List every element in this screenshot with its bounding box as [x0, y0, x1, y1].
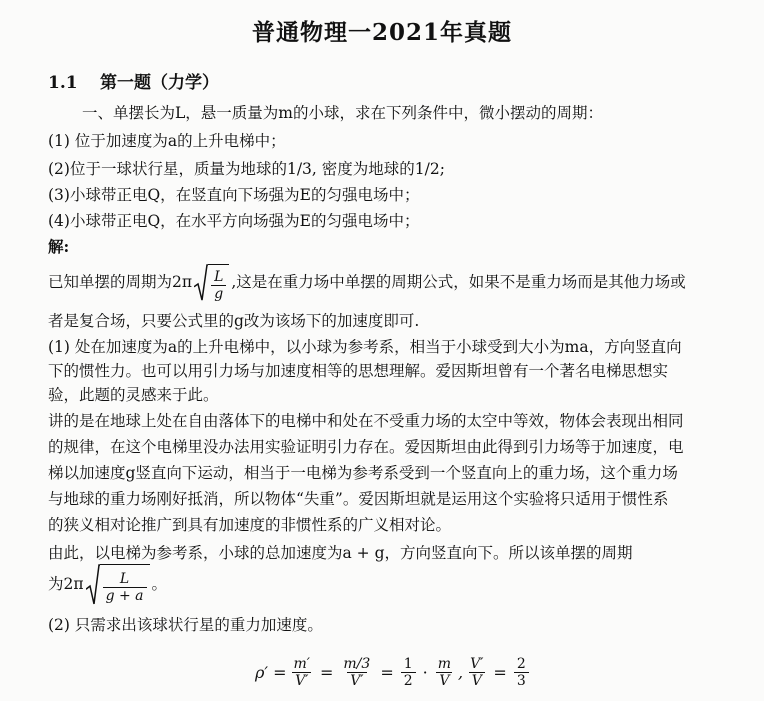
eq-f6-den: 3 — [514, 672, 529, 689]
radical-sign-icon — [86, 564, 100, 606]
eq-f3-den: 2 — [401, 672, 416, 689]
paragraph-2-line-1: (1) 处在加速度为a的上升电梯中，以小球为参考系，相当于小球受到大小为ma，方向竖直向 — [48, 338, 682, 356]
p4-prefix: 为2π — [48, 575, 84, 593]
eq-f5-den: V — [469, 672, 485, 689]
paragraph-1-line-2: 者是复合场，只要公式里的g改为该场下的加速度即可. — [48, 312, 420, 330]
eq-f6-num: 2 — [516, 656, 526, 672]
formula1-numerator: L — [214, 268, 224, 285]
section-title: 第一题（力学） — [100, 73, 219, 93]
p4-suffix: 。 — [151, 575, 168, 593]
density-equation — [255, 656, 529, 689]
eq-sign-3: = — [493, 663, 507, 682]
paragraph-2-line-2: 下的惯性力。也可以用引力场与加速度相等的思想理解。爱因斯坦曾有一个著名电梯思想实 — [48, 362, 669, 380]
eq-f1-num: m′ — [293, 656, 310, 672]
eq-sign-1: = — [320, 663, 334, 682]
question-stem: 一、单摆长为L，悬一质量为m的小球，求在下列条件中，微小摆动的周期： — [82, 104, 603, 122]
eq-f4-den: V — [436, 672, 452, 689]
eq-f4-num: m — [437, 656, 452, 672]
formula-intro-after: ,这是在重力场中单摆的周期公式，如果不是重力场而是其他力场或 — [231, 273, 686, 291]
section-number: 1.1 — [48, 73, 78, 93]
paragraph-2-line-3: 验，此题的灵感来于此。 — [48, 386, 219, 404]
paragraph-4-line-1: 由此，以电梯为参考系，小球的总加速度为a + g，方向竖直向下。所以该单摆的周期 — [48, 544, 633, 562]
period-formula-sqrt — [194, 264, 229, 302]
formula2-denominator: g + a — [103, 587, 147, 604]
eq-dot: · — [422, 663, 428, 682]
paragraph-3-line-1: 讲的是在地球上处在自由落体下的电梯中和处在不受重力场的太空中等效，物体会表现出相同 — [48, 412, 684, 430]
question-item-4: (4)小球带正电Q，在水平方向场强为E的匀强电场中； — [48, 212, 420, 230]
eq-lhs: ρ′ = — [255, 663, 287, 682]
paragraph-5: (2) 只需求出该球状行星的重力加速度。 — [48, 616, 323, 634]
eq-f1-den: V′ — [292, 672, 311, 689]
question-item-3: (3)小球带正电Q，在竖直向下场强为E的匀强电场中； — [48, 186, 420, 204]
paragraph-3-line-4: 与地球的重力场刚好抵消，所以物体“失重”。爱因斯坦就是运用这个实验将只适用于惯性系 — [48, 490, 669, 508]
paragraph-3-line-5: 的狭义相对论推广到具有加速度的非惯性系的广义相对论。 — [48, 516, 452, 534]
paragraph-3-line-2: 的规律，在这个电梯里没办法用实验证明引力存在。爱因斯坦由此得到引力场等于加速度，电 — [48, 438, 684, 456]
eq-f2-num: m/3 — [343, 656, 371, 672]
formula1-denominator: g — [211, 285, 226, 302]
eq-f2-den: V′ — [347, 672, 366, 689]
paragraph-3-line-3: 梯以加速度g竖直向下运动，相当于一电梯为参考系受到一个竖直向上的重力场，这个重力场 — [48, 464, 678, 482]
question-item-2: (2)位于一球状行星，质量为地球的1/3, 密度为地球的1/2; — [48, 160, 445, 178]
section-heading — [48, 68, 219, 93]
period-formula-2-sqrt — [86, 564, 150, 606]
solution-label: 解: — [48, 237, 70, 256]
formula2-numerator: L — [119, 570, 130, 587]
eq-f3-num: 1 — [403, 656, 413, 672]
eq-f5-num: V′ — [470, 656, 484, 672]
question-item-1: (1) 位于加速度为a的上升电梯中； — [48, 132, 286, 150]
solution-formula-line — [48, 264, 744, 302]
paragraph-4-formula-line — [48, 564, 744, 606]
radical-sign-icon — [194, 264, 208, 302]
page-title: 普通物理一2021年真题 — [251, 19, 512, 46]
eq-comma: , — [458, 663, 464, 682]
formula-intro-before: 已知单摆的周期为2π — [48, 273, 193, 291]
eq-sign-2: = — [380, 663, 394, 682]
